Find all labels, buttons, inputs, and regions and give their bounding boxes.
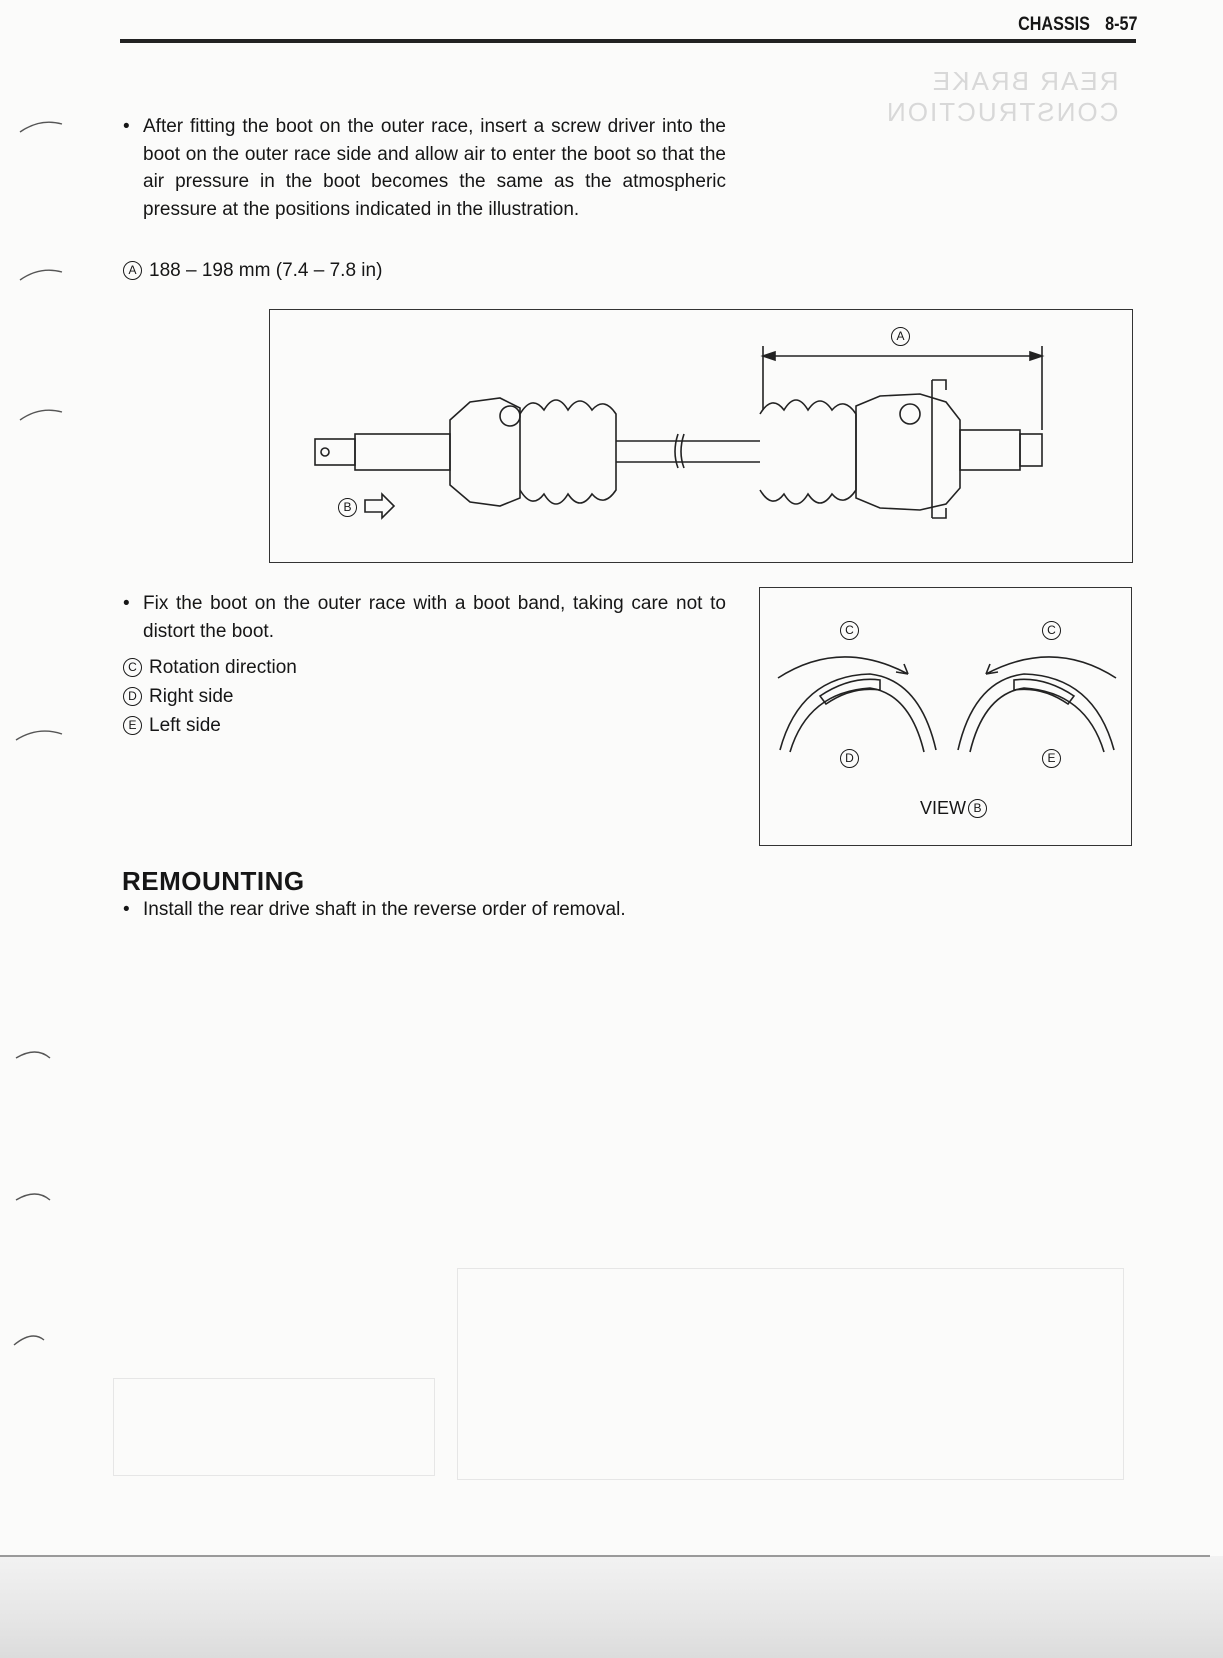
figure2-rotation-label-right [1042,620,1068,641]
rotation-arrow-right [778,657,908,678]
binder-hole-mark [16,1194,50,1200]
intro-bullet [123,113,726,223]
remounting-heading: REMOUNTING [122,866,305,896]
dimension-callout [123,260,382,282]
band-bullet [123,590,726,645]
section-name: CHASSIS [1017,14,1090,35]
bullet-dot: • [123,593,130,614]
remounting-bullet [123,896,823,924]
figure2-right-side-label [840,748,866,769]
drive-shaft-drawing [270,310,1132,562]
intro-bullet-text: After fitting the boot on the outer race, insert a screw driver into the boot on the outer race side and allow air to enter the boot so that the air pressure in the boot becomes the same as the atmospheric pressure at the positions indicated in the illustration. [143,116,726,220]
break-mark [675,434,684,468]
right-side-band-outer [780,674,936,750]
binder-hole-mark [20,122,62,132]
figure2-view-label [920,798,994,819]
outer-stub-end [1020,434,1042,466]
page-shadow [0,1556,1223,1658]
inner-joint-ball [500,406,520,426]
outer-joint-ball [900,404,920,424]
bleed-through-torque-table [113,1378,435,1476]
bleed-through-table [457,1268,1124,1480]
outer-stub-shaft [960,430,1020,470]
page-header [1002,14,1137,36]
dimension-callout-text: 188 – 198 mm (7.4 – 7.8 in) [149,260,383,281]
marker-c: C [840,621,859,640]
legend-item-rotation [123,657,297,679]
marker-a: A [891,327,910,346]
figure2-rotation-label-left [840,620,866,641]
bleed-through-line2: CONSTRUCTION [885,97,1119,127]
dimension-arrow-right [1030,352,1042,360]
marker-d: D [840,749,859,768]
right-side-band-inner [790,688,924,752]
legend-text: Right side [149,686,234,707]
bullet-dot: • [123,116,130,137]
flange-bracket-top [932,380,946,390]
legend-text: Left side [149,715,221,736]
marker-a: A [123,261,142,280]
bullet-dot: • [123,899,130,920]
flange-bracket-bottom [932,508,946,518]
binder-hole-mark [20,270,62,280]
marker-c: C [123,658,142,677]
marker-c: C [1042,621,1061,640]
figure1-view-label [338,497,364,518]
marker-d: D [123,687,142,706]
binder-hole-marks [0,0,80,1400]
marker-b: B [968,799,987,818]
binder-hole-mark [14,1336,44,1345]
view-arrow [365,494,394,518]
figure1-dimension-label [891,326,917,347]
marker-e: E [1042,749,1061,768]
legend-item-left [123,715,221,737]
inner-boot-bellows [520,400,616,504]
bleed-through-title [885,66,1118,128]
inner-shaft-spline [355,434,450,470]
boot-band-figure [759,587,1132,846]
binder-hole-mark [20,410,62,420]
dimension-arrow-left [763,352,775,360]
legend-item-right [123,686,234,708]
marker-e: E [123,716,142,735]
stub-hole [321,448,329,456]
header-rule [120,39,1136,43]
inner-joint-housing [450,398,520,506]
figure2-left-side-label [1042,748,1068,769]
bleed-through-line1: REAR BRAKE [930,66,1119,96]
outer-joint-housing [856,394,960,510]
band-bullet-text: Fix the boot on the outer race with a boot band, taking care not to distort the boot. [143,593,726,642]
page-edge [0,1555,1210,1557]
remounting-bullet-text: Install the rear drive shaft in the reverse order of removal. [143,899,626,920]
view-text: VIEW [920,798,967,818]
page-number: 8-57 [1104,14,1137,35]
binder-hole-mark [16,731,62,740]
marker-b: B [338,498,357,517]
binder-hole-mark [16,1052,50,1058]
legend-text: Rotation direction [149,657,297,678]
rotation-arrow-left [986,657,1116,678]
left-side-band-outer [958,674,1114,750]
outer-boot-bellows [760,400,856,504]
left-side-band-inner [970,688,1104,752]
drive-shaft-figure [269,309,1133,563]
